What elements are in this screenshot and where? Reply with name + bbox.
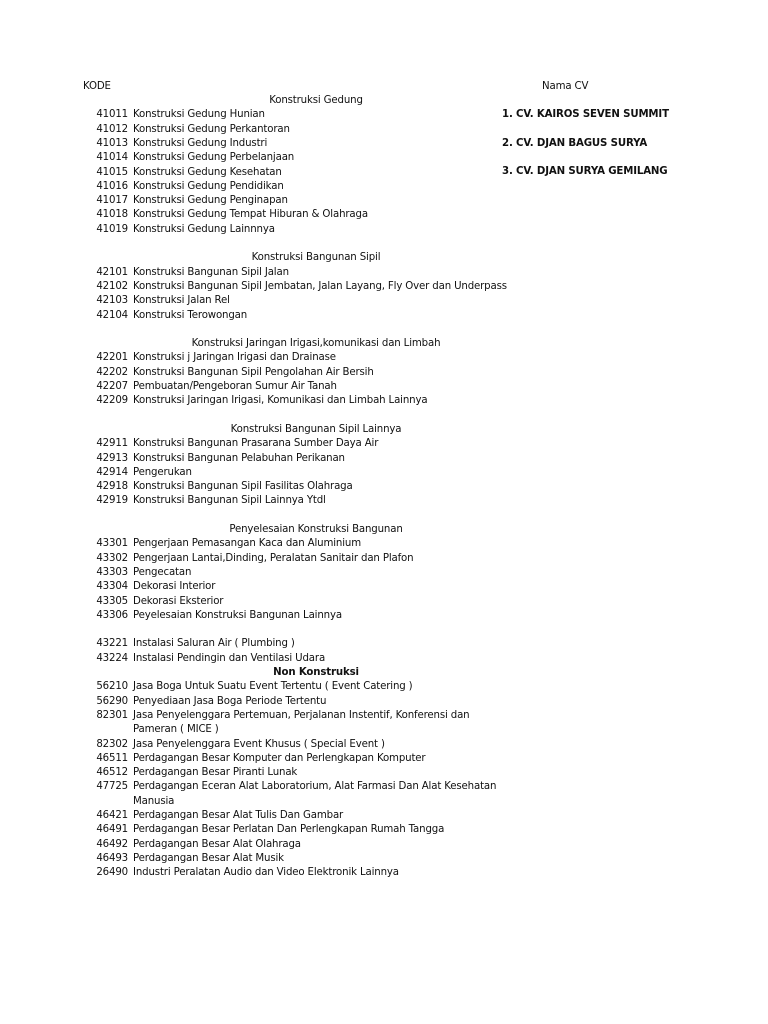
kbli-description: Perdagangan Besar Komputer dan Perlengkapan Komputer <box>133 752 426 764</box>
kbli-code: 42102 <box>96 280 128 292</box>
kbli-description: Perdagangan Besar Alat Olahraga <box>133 838 301 850</box>
kbli-description-continued: Pameran ( MICE ) <box>133 724 219 736</box>
kbli-code: 41019 <box>96 223 128 235</box>
kbli-code: 43304 <box>96 581 128 593</box>
kbli-description: Pengerjaan Pemasangan Kaca dan Aluminium <box>133 538 361 550</box>
kbli-description: Perdagangan Besar Piranti Lunak <box>133 767 298 779</box>
kbli-code: 42103 <box>96 295 128 307</box>
kbli-description: Jasa Penyelenggara Pertemuan, Perjalanan Instentif, Konferensi dan <box>133 709 470 721</box>
cv-item: 1. CV. KAIROS SEVEN SUMMIT <box>502 109 669 120</box>
kbli-description: Peyelesaian Konstruksi Bangunan Lainnya <box>133 609 342 621</box>
kbli-code: 56210 <box>96 681 128 693</box>
kbli-code: 42911 <box>96 438 128 450</box>
kbli-description: Dekorasi Eksterior <box>133 595 224 607</box>
kbli-code: 41018 <box>96 209 128 221</box>
kbli-code: 42104 <box>96 309 128 321</box>
kbli-code: 46421 <box>96 810 128 821</box>
kbli-code: 47725 <box>96 781 128 793</box>
kbli-code: 42919 <box>96 495 128 507</box>
kbli-code: 42207 <box>96 381 128 392</box>
kbli-description: Konstruksi Bangunan Sipil Pengolahan Air Bersih <box>133 366 374 378</box>
section-title: Penyelesaian Konstruksi Bangunan <box>229 524 403 535</box>
kbli-code: 43306 <box>96 609 128 621</box>
kbli-description: Perdagangan Eceran Alat Laboratorium, Alat Farmasi Dan Alat Kesehatan <box>133 781 497 793</box>
kbli-description: Konstruksi Bangunan Sipil Jembatan, Jalan Layang, Fly Over dan Underpass <box>133 280 507 292</box>
kbli-code: 41015 <box>96 166 128 178</box>
kbli-description: Jasa Boga Untuk Suatu Event Tertentu ( Event Catering ) <box>133 681 413 693</box>
kbli-code: 42918 <box>96 481 128 493</box>
kbli-code: 41014 <box>96 152 128 164</box>
kbli-code: 42202 <box>96 366 128 378</box>
kbli-code: 42913 <box>96 452 128 464</box>
kbli-code: 82302 <box>96 738 128 750</box>
kbli-code: 41016 <box>96 180 128 192</box>
kbli-description: Instalasi Pendingin dan Ventilasi Udara <box>133 652 326 664</box>
kbli-code: 56290 <box>96 695 128 707</box>
kbli-description: Konstruksi Bangunan Pelabuhan Perikanan <box>133 452 345 464</box>
kbli-code: 42101 <box>96 266 128 278</box>
cv-item: 3. CV. DJAN SURYA GEMILANG <box>502 166 668 177</box>
section-title: Konstruksi Jaringan Irigasi,komunikasi dan Limbah <box>191 338 441 350</box>
nama-cv-header: Nama CV <box>542 81 589 92</box>
kbli-code: 46511 <box>96 752 128 764</box>
kbli-description: Konstruksi Gedung Perkantoran <box>133 123 290 135</box>
kbli-description: Konstruksi Gedung Tempat Hiburan & Olahraga <box>133 209 368 221</box>
kbli-description: Perdagangan Besar Alat Tulis Dan Gambar <box>133 810 344 821</box>
kbli-code: 42201 <box>96 352 128 364</box>
kbli-description: Dekorasi Interior <box>133 581 216 593</box>
kbli-description: Pembuatan/Pengeboran Sumur Air Tanah <box>133 381 337 392</box>
kbli-code: 46493 <box>96 852 128 864</box>
kode-header: KODE <box>83 81 111 92</box>
section-title: Konstruksi Bangunan Sipil <box>251 252 381 264</box>
kbli-code: 43302 <box>96 552 128 564</box>
kbli-code: 46492 <box>96 838 128 850</box>
kbli-code: 42209 <box>96 395 128 407</box>
kbli-code: 41011 <box>96 109 128 121</box>
kbli-description-continued: Manusia <box>133 795 175 807</box>
kbli-description: Konstruksi Bangunan Sipil Jalan <box>133 266 289 278</box>
kbli-code: 82301 <box>96 709 128 721</box>
kbli-description: Konstruksi Gedung Industri <box>133 137 268 149</box>
kbli-description: Perdagangan Besar Perlatan Dan Perlengkapan Rumah Tangga <box>133 824 445 836</box>
kbli-description: Konstruksi Gedung Perbelanjaan <box>133 152 295 164</box>
kbli-description: Pengerukan <box>133 466 192 478</box>
kbli-code: 43305 <box>96 595 128 607</box>
section-title: Konstruksi Gedung <box>269 95 363 106</box>
kbli-code: 41013 <box>96 137 128 149</box>
kbli-description: Industri Peralatan Audio dan Video Elektronik Lainnya <box>133 867 399 879</box>
kbli-code: 41017 <box>96 195 128 207</box>
kbli-code: 26490 <box>96 867 128 879</box>
kbli-description: Konstruksi Gedung Penginapan <box>133 195 288 207</box>
cv-item: 2. CV. DJAN BAGUS SURYA <box>502 138 648 149</box>
kbli-description: Perdagangan Besar Alat Musik <box>133 852 284 864</box>
kbli-description: Jasa Penyelenggara Event Khusus ( Special Event ) <box>133 738 385 750</box>
kbli-description: Konstruksi Bangunan Sipil Fasilitas Olahraga <box>133 481 353 493</box>
kbli-code: 43221 <box>96 638 128 650</box>
kbli-description: Konstruksi Gedung Kesehatan <box>133 166 282 178</box>
kbli-code: 42914 <box>96 466 128 478</box>
kbli-description: Pengecatan <box>133 566 192 578</box>
section-title: Konstruksi Bangunan Sipil Lainnya <box>230 423 402 435</box>
kbli-description: Penyediaan Jasa Boga Periode Tertentu <box>133 695 327 707</box>
kbli-description: Konstruksi Jaringan Irigasi, Komunikasi dan Limbah Lainnya <box>133 395 428 407</box>
kbli-description: Pengerjaan Lantai,Dinding, Peralatan Sanitair dan Plafon <box>133 552 414 564</box>
section-title: Non Konstruksi <box>273 667 359 678</box>
kbli-description: Konstruksi Terowongan <box>133 309 248 321</box>
kbli-description: Konstruksi Gedung Pendidikan <box>133 180 284 192</box>
kbli-code: 41012 <box>96 123 128 135</box>
kbli-code: 43303 <box>96 566 128 578</box>
kbli-code: 46491 <box>96 824 128 836</box>
kbli-code: 46512 <box>96 767 128 779</box>
kbli-description: Konstruksi j Jaringan Irigasi dan Drainase <box>133 352 336 364</box>
kbli-description: Konstruksi Jalan Rel <box>133 295 230 307</box>
kbli-code: 43301 <box>96 538 128 550</box>
kbli-code: 43224 <box>96 652 128 664</box>
kbli-description: Instalasi Saluran Air ( Plumbing ) <box>133 638 295 650</box>
kbli-description: Konstruksi Gedung Lainnnya <box>133 223 275 235</box>
kbli-description: Konstruksi Gedung Hunian <box>133 109 265 121</box>
kbli-description: Konstruksi Bangunan Sipil Lainnya Ytdl <box>133 495 326 507</box>
kbli-description: Konstruksi Bangunan Prasarana Sumber Daya Air <box>133 438 379 450</box>
